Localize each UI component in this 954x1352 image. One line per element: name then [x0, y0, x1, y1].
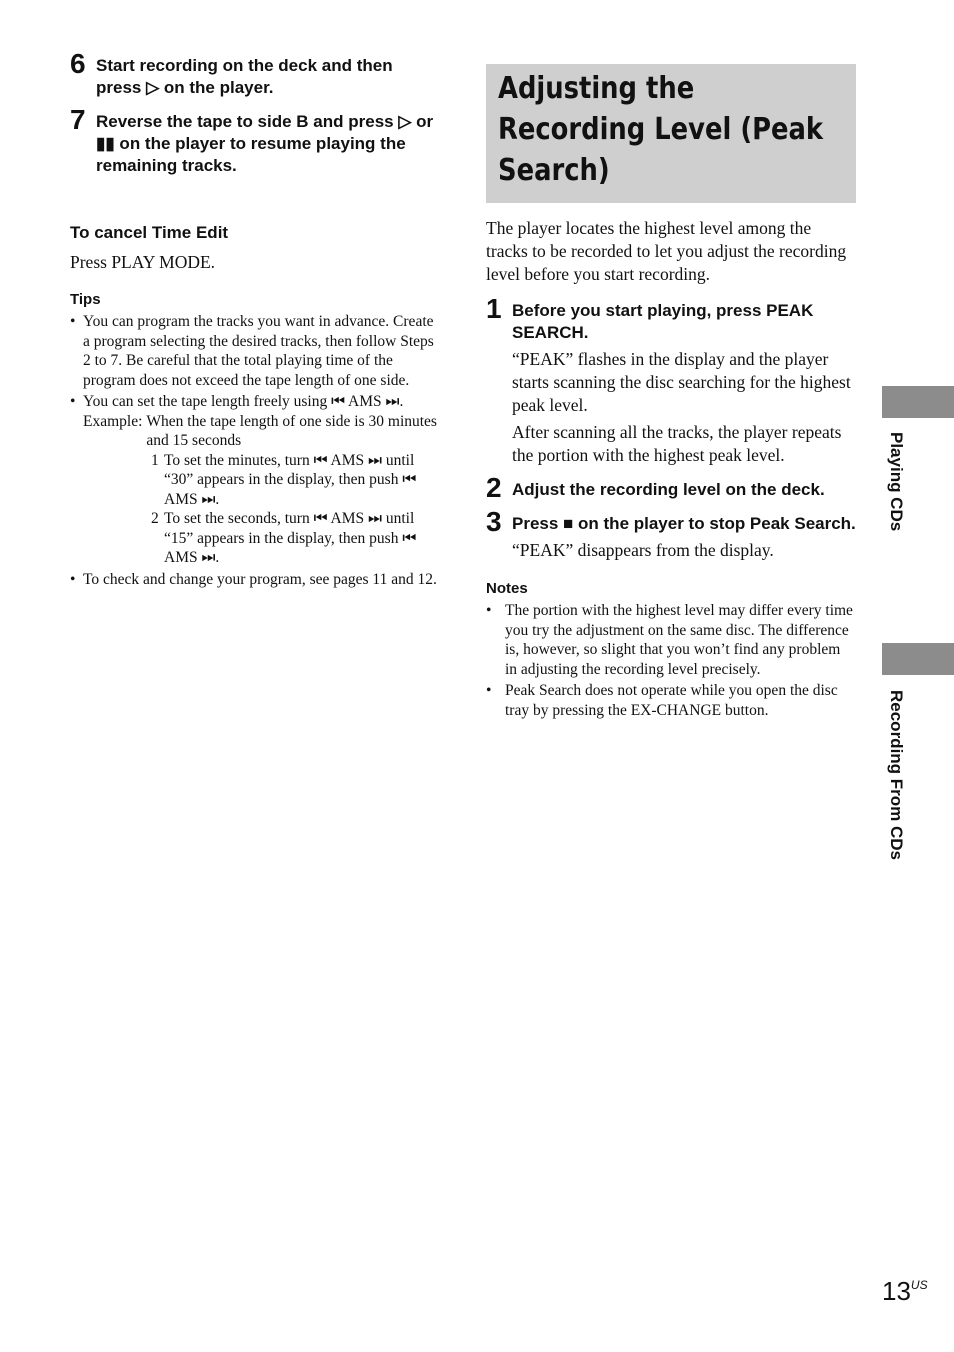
- side-label-recording-from-cds: Recording From CDs: [887, 690, 906, 861]
- step-6: [70, 48, 442, 99]
- left-column: [70, 48, 442, 591]
- example-text: When the tape length of one side is 30 minutes and 15 seconds: [146, 412, 437, 449]
- section-tab-playing: [882, 386, 954, 418]
- step-paragraph: “PEAK” disappears from the display.: [512, 540, 774, 560]
- step-3: [486, 506, 856, 562]
- step-number: 2: [486, 472, 502, 503]
- note-item: • The portion with the highest level may differ every time you try the adjustment on the same disc. The difference is, however, so slight that you won’t find any problem in adjusting the recording level precisely.: [486, 601, 856, 679]
- step-number: 6: [70, 48, 86, 79]
- step-body: [512, 348, 856, 467]
- notes-list: [486, 601, 856, 720]
- substep-text: To set the seconds, turn ⏮ AMS ⏭ until “15” appears in the display, then push ⏮ AMS ⏭.: [164, 510, 417, 566]
- substep-number: 1: [151, 451, 159, 469]
- notes-heading: Notes: [486, 580, 528, 597]
- tip-text: You can set the tape length freely using ⏮ AMS ⏭.: [83, 393, 404, 410]
- tips-heading: Tips: [70, 291, 101, 308]
- example: [83, 412, 442, 451]
- tip-item: [70, 312, 442, 390]
- step-instruction: Start recording on the deck and then press ▷ on the player.: [96, 56, 393, 97]
- tip-item: [70, 392, 442, 568]
- cancel-heading: To cancel Time Edit: [70, 223, 229, 242]
- step-number: 7: [70, 104, 86, 135]
- tip-item: [70, 570, 442, 590]
- substep-text: To set the minutes, turn ⏮ AMS ⏭ until “30” appears in the display, then push ⏮ AMS ⏭.: [164, 451, 417, 508]
- page-number-value: 13: [882, 1276, 911, 1306]
- page-number-suffix: US: [910, 1278, 928, 1292]
- step-number: 1: [486, 293, 502, 324]
- intro-paragraph: The player locates the highest level among the tracks to be recorded to let you adjust the recording level before you start recording.: [486, 218, 847, 284]
- example-label: Example:: [83, 412, 143, 430]
- side-label-playing-cds: Playing CDs: [887, 432, 906, 532]
- step-body: [512, 539, 856, 562]
- page-number: [882, 1276, 928, 1307]
- step-instruction: Reverse the tape to side B and press ▷ or ▮▮ on the player to resume playing the remaining tracks.: [96, 112, 434, 175]
- step-1: [486, 293, 856, 467]
- example-substeps: [83, 451, 442, 568]
- tips-list: [70, 312, 442, 589]
- substep: [151, 451, 442, 510]
- step-paragraph: After scanning all the tracks, the player repeats the portion with the highest peak level.: [512, 422, 842, 465]
- note-item: • Peak Search does not operate while you open the disc tray by pressing the EX-CHANGE button.: [486, 681, 856, 720]
- section-title: Adjusting the Recording Level (Peak Search): [498, 71, 824, 188]
- step-7: [70, 104, 442, 177]
- step-instruction: Press ■ on the player to stop Peak Search.: [512, 514, 856, 533]
- step-number: 3: [486, 506, 502, 537]
- substep-number: 2: [151, 510, 159, 527]
- section-tab-recording: [882, 643, 954, 675]
- step-instruction: Before you start playing, press PEAK SEARCH.: [512, 301, 814, 342]
- section-title-box: [486, 64, 856, 203]
- tip-text: You can program the tracks you want in advance. Create a program selecting the desired tracks, then follow Steps 2 to 7. Be careful that the total playing time of the program does not exceed the tape length of one side.: [83, 313, 434, 389]
- step-2: [486, 472, 856, 503]
- cancel-text: Press PLAY MODE.: [70, 252, 216, 272]
- substep: [151, 509, 442, 568]
- right-column: [486, 64, 856, 722]
- step-paragraph: “PEAK” flashes in the display and the player starts scanning the disc searching for the highest peak level.: [512, 349, 851, 415]
- tip-text: To check and change your program, see pages 11 and 12.: [83, 570, 437, 588]
- step-instruction: Adjust the recording level on the deck.: [512, 480, 825, 499]
